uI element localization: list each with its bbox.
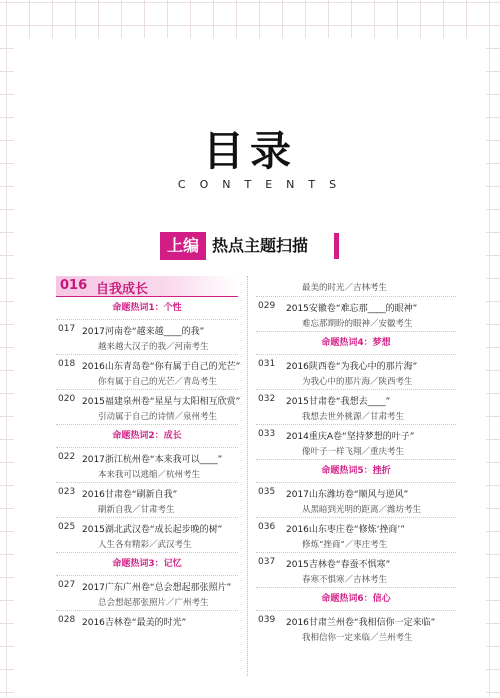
entry-page-number: 025 bbox=[58, 522, 76, 532]
entry-subtitle: 为我心中的那片海／陕西考生 bbox=[302, 377, 413, 387]
toc-entry[interactable] bbox=[256, 425, 456, 460]
entry-subtitle: 引动属于自己的诗情／泉州考生 bbox=[98, 412, 218, 422]
topic-heading: 命题热词1：个性 bbox=[56, 297, 238, 320]
entry-title: 2017山东潍坊卷“顺风与逆风” bbox=[286, 490, 409, 500]
page-title: 目录 bbox=[203, 127, 297, 175]
banner-accent-bar bbox=[334, 233, 339, 259]
entry-title: 2015湖北武汉卷“成长起步晚的树” bbox=[82, 525, 223, 535]
entry-page-number: 033 bbox=[258, 429, 276, 439]
entry-subtitle: 难忘那期盼的眼神／安徽考生 bbox=[302, 319, 413, 329]
toc-right-column bbox=[256, 276, 456, 645]
toc-entry[interactable] bbox=[256, 390, 456, 425]
entry-subtitle: 本来我可以逃缩／杭州考生 bbox=[98, 470, 201, 480]
entry-title: 2014重庆A卷“坚持梦想的叶子” bbox=[286, 432, 415, 442]
toc-entry[interactable] bbox=[256, 553, 456, 588]
toc-entry[interactable] bbox=[56, 390, 241, 425]
entry-page-number: 017 bbox=[58, 324, 76, 334]
entry-page-number: 018 bbox=[58, 359, 76, 369]
entry-title: 2016山东枣庄卷“修炼‘挫商’” bbox=[286, 525, 405, 535]
entry-title: 2016山东青岛卷“你有属于自己的光芒” bbox=[82, 362, 241, 372]
entry-title: 2017浙江杭州卷“本来我可以____” bbox=[82, 455, 223, 465]
unit-title: 自我成长 bbox=[96, 282, 149, 297]
toc-entry-continuation[interactable] bbox=[256, 276, 456, 297]
entry-title: 2016甘肃兰州卷“我相信你一定来临” bbox=[286, 618, 436, 628]
entry-page-number: 028 bbox=[58, 615, 76, 625]
entry-title: 2017河南卷“越来越____的我” bbox=[82, 327, 205, 337]
entry-subtitle: 最美的时光／吉林考生 bbox=[302, 283, 388, 293]
toc-entry[interactable] bbox=[56, 518, 238, 553]
entry-page-number: 023 bbox=[58, 487, 76, 497]
entry-subtitle: 你有属于自己的光芒／青岛考生 bbox=[98, 377, 218, 387]
unit-header[interactable] bbox=[56, 276, 238, 297]
toc-entry[interactable] bbox=[56, 611, 238, 633]
toc-entry[interactable] bbox=[56, 576, 238, 611]
entry-title: 2016甘肃卷“刷新自我” bbox=[82, 490, 178, 500]
entry-page-number: 022 bbox=[58, 452, 76, 462]
column-divider bbox=[247, 276, 249, 676]
entry-subtitle: 总会想起那张照片／广州考生 bbox=[98, 598, 209, 608]
entry-subtitle: 我相信你一定来临／兰州考生 bbox=[302, 633, 413, 643]
entry-title: 2015吉林卷“春蚕不惧寒” bbox=[286, 560, 391, 570]
section-title: 热点主题扫描 bbox=[212, 236, 309, 255]
toc-entry[interactable] bbox=[256, 355, 456, 390]
toc-entry[interactable] bbox=[256, 518, 456, 553]
unit-page-number: 016 bbox=[60, 278, 88, 293]
entry-subtitle: 修炼“挫商”／枣庄考生 bbox=[302, 540, 388, 550]
entry-page-number: 029 bbox=[258, 301, 276, 311]
contents-subtitle: CONTENTS bbox=[177, 178, 351, 191]
toc-entry[interactable] bbox=[56, 355, 241, 390]
entry-subtitle: 人生各有精彩／武汉考生 bbox=[98, 540, 192, 550]
toc-entry[interactable] bbox=[256, 611, 456, 645]
entry-title: 2017广东广州卷“总会想起那张照片” bbox=[82, 583, 232, 593]
entry-page-number: 020 bbox=[58, 394, 76, 404]
toc-entry[interactable] bbox=[56, 483, 238, 518]
entry-title: 2016陕西卷“为我心中的那片海” bbox=[286, 362, 418, 372]
entry-page-number: 037 bbox=[258, 557, 276, 567]
entry-title: 2015甘肃卷“我想去____” bbox=[286, 397, 391, 407]
entry-page-number: 036 bbox=[258, 522, 276, 532]
entry-subtitle: 刷新自我／甘肃考生 bbox=[98, 505, 175, 515]
entry-subtitle: 越来越大汉子的我／河南考生 bbox=[98, 342, 209, 352]
topic-heading: 命题热词6：信心 bbox=[256, 588, 456, 611]
entry-subtitle: 春寒不惧寒／吉林考生 bbox=[302, 575, 388, 585]
entry-page-number: 032 bbox=[258, 394, 276, 404]
topic-heading: 命题热词2：成长 bbox=[56, 425, 238, 448]
entry-subtitle: 我想去世外桃源／甘肃考生 bbox=[302, 412, 405, 422]
toc-left-column bbox=[56, 276, 241, 633]
toc-entry[interactable] bbox=[256, 483, 456, 518]
entry-title: 2015安徽卷“难忘那____的眼神” bbox=[286, 304, 418, 314]
entry-subtitle: 从黑暗到光明的距离／潍坊考生 bbox=[302, 505, 422, 515]
entry-page-number: 031 bbox=[258, 359, 276, 369]
toc-entry[interactable] bbox=[256, 297, 456, 332]
toc-entry[interactable] bbox=[56, 320, 238, 355]
section-label: 上编 bbox=[160, 232, 206, 260]
entry-page-number: 027 bbox=[58, 580, 76, 590]
toc-entry[interactable] bbox=[56, 448, 238, 483]
entry-page-number: 035 bbox=[258, 487, 276, 497]
topic-heading: 命题热词4：梦想 bbox=[256, 332, 456, 355]
entry-subtitle: 像叶子一样飞翔／重庆考生 bbox=[302, 447, 405, 457]
topic-heading: 命题热词3：记忆 bbox=[56, 553, 238, 576]
entry-title: 2015福建泉州卷“星星与太阳相互欣赏” bbox=[82, 397, 241, 407]
entry-page-number: 039 bbox=[258, 615, 276, 625]
topic-heading: 命题热词5：挫折 bbox=[256, 460, 456, 483]
entry-title: 2016吉林卷“最美的时光” bbox=[82, 618, 187, 628]
